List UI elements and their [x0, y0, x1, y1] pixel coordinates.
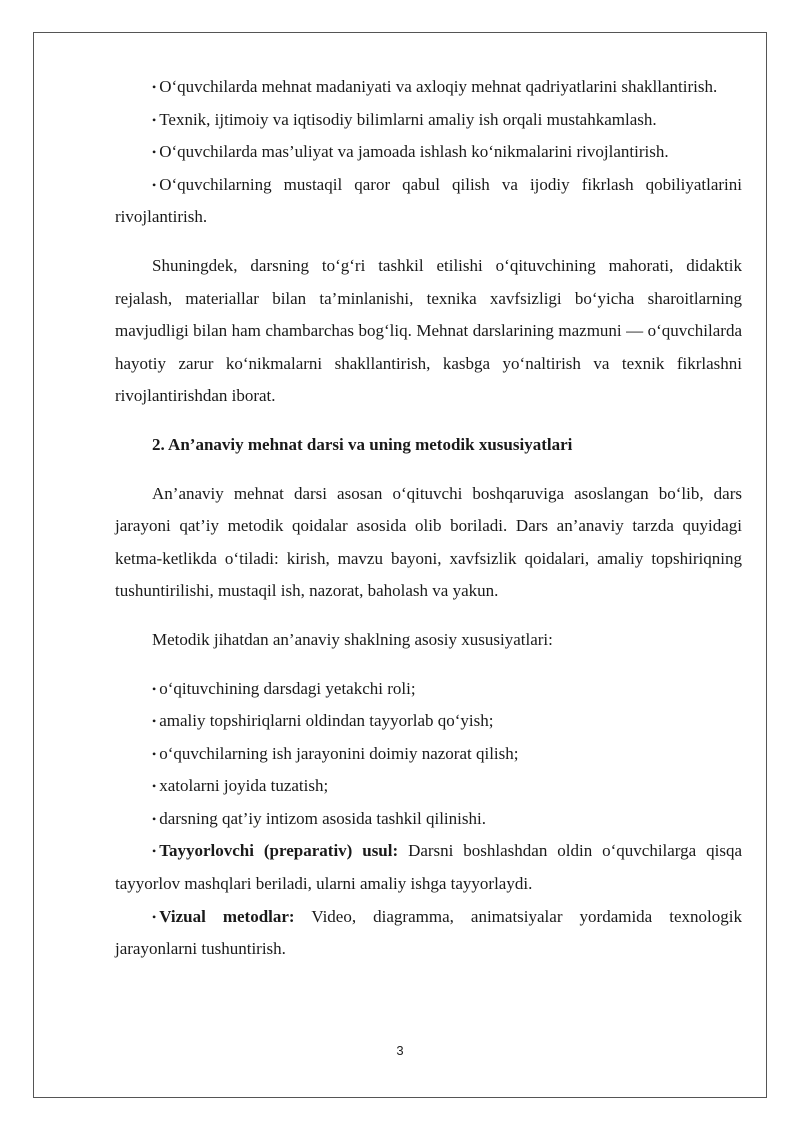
- method-term: Tayyorlovchi (preparativ) usul:: [159, 841, 399, 861]
- intro-bullet-text: O‘quvchilarda mas’uliyat va jamoada ishlash ko‘nikmalarini rivojlantirish.: [159, 142, 669, 162]
- feature-bullet-1: [115, 673, 742, 706]
- bullet-marker: •: [152, 746, 157, 761]
- bullet-marker: •: [152, 145, 157, 160]
- bullet-marker: •: [152, 112, 157, 127]
- feature-bullet-5: [115, 803, 742, 836]
- paragraph-1: Shuningdek, darsning to‘g‘ri tashkil etilishi o‘qituvchining mahorati, didaktik rejalash, materiallar bilan ta’minlanishi, texnika xavfsizligi bo‘yicha sharoitlarning mavjudligi bilan ham chambarchas bog‘liq. Mehnat darslarining mazmuni — o‘quvchilarda hayotiy zarur ko‘nikmalarni shakllantirish, kasbga yo‘naltirish va texnik fikrlashni rivojlantirishdan iborat.: [115, 255, 742, 406]
- bullet-marker: •: [152, 844, 157, 859]
- intro-bullet-4: [115, 169, 742, 234]
- page-number: 3: [396, 1043, 404, 1058]
- method-item-vizual: [115, 901, 742, 966]
- bullet-marker: •: [152, 909, 157, 924]
- method-description: Darsni boshlashdan oldin o‘quvchilarga qisqa tayyorlov mashqlari beriladi, ularni amaliy ishga tayyorlaydi.: [115, 841, 743, 894]
- bullet-marker: •: [152, 80, 157, 94]
- feature-bullet-text: o‘qituvchining darsdagi yetakchi roli;: [159, 678, 416, 698]
- feature-bullet-text: o‘quvchilarning ish jarayonini doimiy nazorat qilish;: [159, 743, 519, 763]
- bullet-marker: •: [152, 177, 157, 192]
- bullet-marker: •: [152, 681, 157, 696]
- method-term: Vizual metodlar:: [159, 906, 295, 926]
- bullet-marker: •: [152, 779, 157, 794]
- feature-bullet-3: [115, 738, 742, 771]
- paragraph-3: Metodik jihatdan an’anaviy shaklning asosiy xususiyatlari:: [152, 629, 553, 649]
- method-item-preparativ: [115, 835, 742, 900]
- intro-bullet-text: O‘quvchilarda mehnat madaniyati va axloqiy mehnat qadriyatlarini shakllantirish.: [159, 77, 718, 96]
- section-heading: 2. An’anaviy mehnat darsi va uning metodik xususiyatlari: [152, 434, 573, 454]
- intro-bullet-1: [115, 71, 742, 104]
- paragraph-2: An’anaviy mehnat darsi asosan o‘qituvchi boshqaruviga asoslangan bo‘lib, dars jarayoni qat’iy metodik qoidalar asosida olib boriladi. Dars an’anaviy tarzda quyidagi ketma-ketlikda o‘tiladi: kirish, mavzu bayoni, xavfsizlik qoidalari, amaliy topshiriqning tushuntirilishi, mustaqil ish, nazorat, baholash va yakun.: [115, 483, 742, 601]
- method-description: Video, diagramma, animatsiyalar yordamida texnologik jarayonlarni tushuntirish.: [115, 906, 742, 959]
- feature-bullet-4: [115, 770, 742, 803]
- feature-bullet-2: [115, 705, 742, 738]
- document-body: [115, 71, 742, 966]
- bullet-marker: •: [152, 714, 157, 729]
- intro-bullet-text: Texnik, ijtimoiy va iqtisodiy bilimlarni amaliy ish orqali mustahkamlash.: [159, 109, 657, 129]
- bullet-marker: •: [152, 811, 157, 826]
- feature-bullet-text: xatolarni joyida tuzatish;: [159, 776, 329, 796]
- intro-bullet-2: [115, 104, 742, 137]
- feature-bullet-text: amaliy topshiriqlarni oldindan tayyorlab qo‘yish;: [159, 711, 494, 731]
- feature-bullet-text: darsning qat’iy intizom asosida tashkil qilinishi.: [159, 808, 486, 828]
- intro-bullet-3: [115, 136, 742, 169]
- intro-bullet-text: O‘quvchilarning mustaqil qaror qabul qilish va ijodiy fikrlash qobiliyatlarini rivojlantirish.: [115, 174, 742, 227]
